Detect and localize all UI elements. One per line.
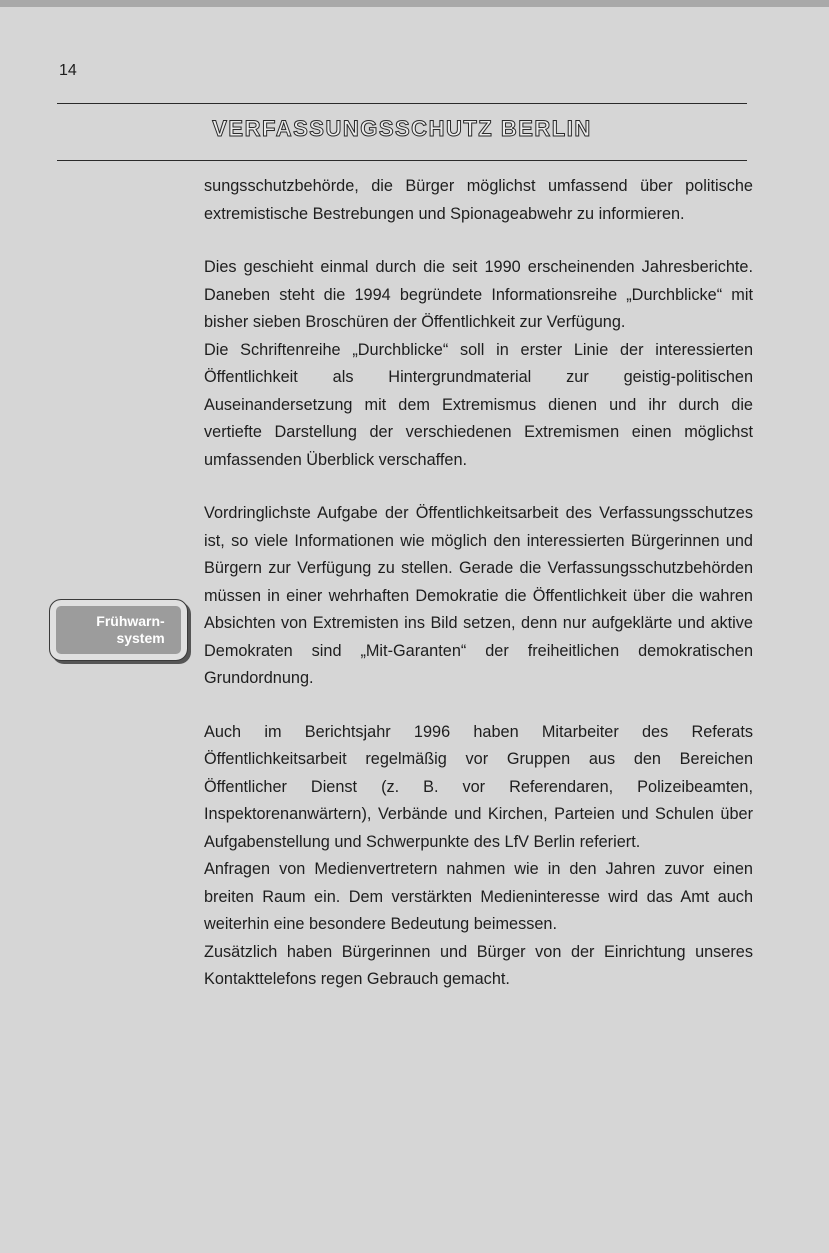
margin-note-box	[49, 599, 188, 661]
scan-top-edge	[0, 0, 829, 7]
paragraph: sungsschutzbehörde, die Bürger möglichst umfassend über politische extremistische Bestrebungen und Spionageabwehr zu informieren.	[204, 177, 753, 223]
margin-note-line-1: Frühwarn-	[96, 613, 165, 629]
paragraph: Die Schriftenreihe „Durchblicke“ soll in erster Linie der interessierten Öffentlichkeit als Hintergrundmaterial zur geistig-politischen Auseinandersetzung mit dem Extremismus dienen und ihr durch die vertiefte Darstellung der verschiedenen Extremismen einen möglichst umfassenden Überblick verschaffen.	[204, 340, 753, 469]
paragraph: Zusätzlich haben Bürgerinnen und Bürger von der Einrichtung unseres Kontakttelefons regen Gebrauch gemacht.	[204, 942, 753, 988]
header-rule-bottom	[57, 160, 747, 161]
margin-note-line-2: system	[116, 630, 165, 646]
header-rule-top	[57, 103, 747, 104]
paragraph: Auch im Berichtsjahr 1996 haben Mitarbeiter des Referats Öffentlichkeitsarbeit regelmäßig vor Gruppen aus den Bereichen Öffentlicher Dienst (z. B. vor Referendaren, Polizeibeamten, Inspektorenanwärtern), Verbände und Kirchen, Parteien und Schulen über Aufgabenstellung und Schwerpunkte des LfV Berlin referiert.	[204, 722, 753, 851]
paragraph: Anfragen von Medienvertretern nahmen wie in den Jahren zuvor einen breiten Raum ein. Dem verstärkten Medieninteresse wird das Amt auch weiterhin eine besondere Bedeutung beimessen.	[204, 860, 753, 933]
paragraph: Dies geschieht einmal durch die seit 1990 erscheinenden Jahresberichte. Daneben steht die 1994 begründete Informationsreihe „Durchblicke“ mit bisher sieben Broschüren der Öffentlichkeit zur Verfügung.	[204, 258, 753, 331]
running-header: VERFASSUNGSSCHUTZ BERLIN	[212, 116, 592, 141]
paragraph: Vordringlichste Aufgabe der Öffentlichkeitsarbeit des Verfassungsschutzes ist, so viele Informationen wie möglich den interessierten Bürgerinnen und Bürgern zur Verfügung zu stellen. Gerade die Verfassungsschutzbehörden müssen in einer wehrhaften Demokratie die Öffentlichkeit über die wahren Absichten von Extremisten ins Bild setzen, denn nur aufgeklärte und aktive Demokraten sind „Mit-Garanten“ der freiheitlichen demokratischen Grundordnung.	[204, 504, 753, 687]
margin-note-label	[72, 613, 164, 647]
page-number: 14	[59, 62, 77, 79]
body-text	[204, 173, 753, 994]
